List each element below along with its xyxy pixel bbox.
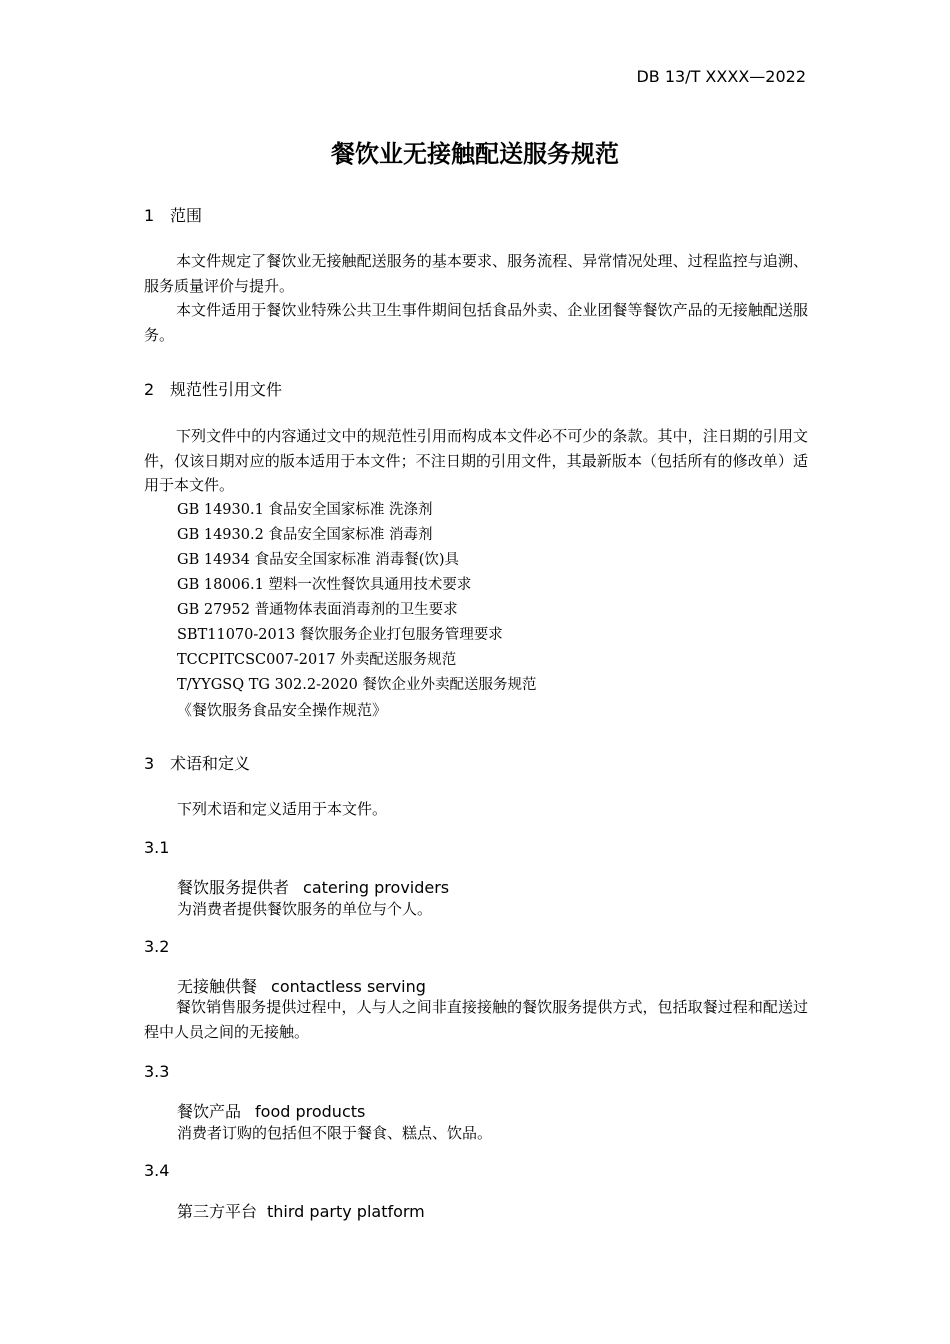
scope-paragraph-2: 本文件适用于餐饮业特殊公共卫生事件期间包括食品外卖、企业团餐等餐饮产品的无接触配送服务。 xyxy=(144,301,808,344)
term-definition: 消费者订购的包括但不限于餐食、糕点、饮品。 xyxy=(177,1124,493,1142)
term-heading xyxy=(177,974,426,997)
term-heading xyxy=(177,1099,365,1122)
term-zh: 餐饮服务提供者 xyxy=(177,878,290,897)
section-title: 规范性引用文件 xyxy=(170,380,283,399)
term-en: catering providers xyxy=(303,878,450,897)
term-definition: 餐饮销售服务提供过程中，人与人之间非直接接触的餐饮服务提供方式，包括取餐过程和配送过程中人员之间的无接触。 xyxy=(144,998,808,1041)
reference-item: GB 27952 普通物体表面消毒剂的卫生要求 xyxy=(177,602,458,618)
section-1-heading xyxy=(144,203,202,226)
section-title: 术语和定义 xyxy=(170,754,251,773)
reference-item: SBT11070-2013 餐饮服务企业打包服务管理要求 xyxy=(177,627,503,643)
term-zh: 无接触供餐 xyxy=(177,977,258,996)
reference-item: T/YYGSQ TG 302.2-2020 餐饮企业外卖配送服务规范 xyxy=(177,677,537,693)
section-number: 1 xyxy=(144,206,155,225)
term-heading xyxy=(177,875,449,898)
section-title: 范围 xyxy=(170,206,203,225)
section-number: 3 xyxy=(144,754,155,773)
reference-item: GB 14930.1 食品安全国家标准 洗涤剂 xyxy=(177,502,433,518)
term-number: 3.1 xyxy=(144,838,170,857)
terms-intro: 下列术语和定义适用于本文件。 xyxy=(177,800,388,818)
term-en: food products xyxy=(255,1102,366,1121)
section-3-heading xyxy=(144,751,250,774)
term-definition: 为消费者提供餐饮服务的单位与个人。 xyxy=(177,900,433,918)
section-number: 2 xyxy=(144,380,155,399)
term-number: 3.2 xyxy=(144,937,170,956)
term-en: contactless serving xyxy=(271,977,426,996)
standard-code: DB 13/T XXXX—2022 xyxy=(636,67,806,86)
reference-item: GB 14934 食品安全国家标准 消毒餐(饮)具 xyxy=(177,552,460,568)
term-zh: 餐饮产品 xyxy=(177,1102,242,1121)
reference-item: TCCPITCSC007-2017 外卖配送服务规范 xyxy=(177,652,457,668)
term-number: 3.4 xyxy=(144,1161,170,1180)
book-reference: 《餐饮服务食品安全操作规范》 xyxy=(177,701,388,719)
document-title: 餐饮业无接触配送服务规范 xyxy=(331,140,619,168)
reference-item: GB 14930.2 食品安全国家标准 消毒剂 xyxy=(177,527,433,543)
references-intro: 下列文件中的内容通过文中的规范性引用而构成本文件必不可少的条款。其中，注日期的引用文件，仅该日期对应的版本适用于本文件；不注日期的引用文件，其最新版本（包括所有的修改单）适用于本文件。 xyxy=(144,427,808,494)
reference-item: GB 18006.1 塑料一次性餐饮具通用技术要求 xyxy=(177,577,472,593)
scope-paragraph-1: 本文件规定了餐饮业无接触配送服务的基本要求、服务流程、异常情况处理、过程监控与追溯、服务质量评价与提升。 xyxy=(144,252,808,295)
term-heading xyxy=(177,1199,425,1222)
section-2-heading xyxy=(144,377,282,400)
term-number: 3.3 xyxy=(144,1062,170,1081)
term-en: third party platform xyxy=(267,1202,425,1221)
term-zh: 第三方平台 xyxy=(177,1202,258,1221)
